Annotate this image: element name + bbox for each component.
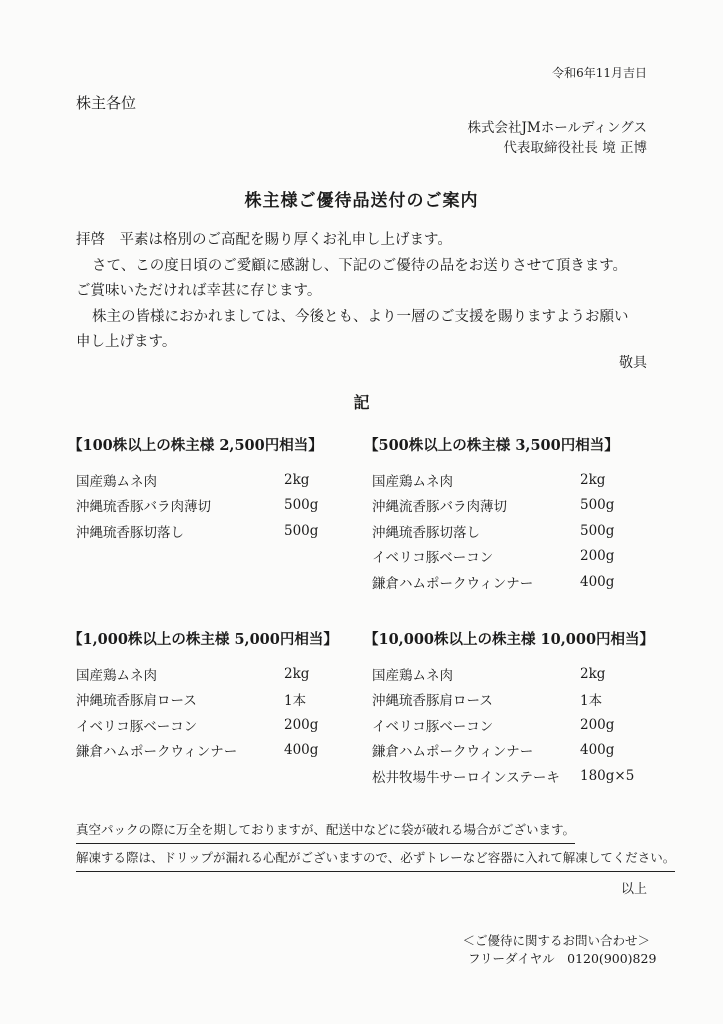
- tier-heading: 【500株以上の株主様 3,500円相当】: [364, 437, 619, 454]
- contact-heading: ＜ご優待に関するお問い合わせ＞: [462, 933, 650, 948]
- item-qty: 400g: [580, 573, 615, 590]
- tier-item: [68, 738, 338, 764]
- item-name: 沖縄琉香豚切落し: [372, 524, 480, 541]
- item-qty: 2kg: [284, 471, 310, 488]
- item-name: 沖縄琉香豚肩ロース: [372, 693, 493, 710]
- tier-item: [68, 493, 323, 519]
- item-name: 沖縄琉香豚バラ肉薄切: [76, 499, 211, 516]
- tier-item: [364, 493, 619, 519]
- body-line: 申し上げます。: [76, 334, 177, 350]
- tier-item: [364, 763, 654, 789]
- item-qty: 2kg: [284, 665, 310, 682]
- item-qty: 500g: [284, 522, 319, 539]
- sender-person: 代表取締役社長 境 正博: [503, 140, 647, 156]
- note-line: 解凍する際は、ドリップが漏れる心配がございますので、必ずトレーなど容器に入れて解凍してください。: [76, 846, 675, 872]
- tier-item: [364, 569, 619, 595]
- item-name: イベリコ豚ベーコン: [372, 550, 494, 567]
- item-qty: 500g: [580, 522, 615, 539]
- tier-heading: 【1,000株以上の株主様 5,000円相当】: [68, 631, 338, 648]
- tier-item: [68, 518, 323, 544]
- addressee: 株主各位: [76, 94, 137, 112]
- contact-block: [456, 932, 656, 968]
- body-line: 拝啓 平素は格別のご高配を賜り厚くお礼申し上げます。: [76, 232, 452, 248]
- tier-item: [364, 518, 619, 544]
- contact-phone: フリーダイヤル 0120(900)829: [468, 951, 657, 966]
- item-name: 鎌倉ハムポークウィンナー: [76, 744, 238, 761]
- item-qty: 2kg: [580, 471, 606, 488]
- item-name: 鎌倉ハムポークウィンナー: [372, 744, 534, 761]
- item-qty: 400g: [284, 742, 319, 759]
- tier-item: [68, 712, 338, 738]
- tier-item: [364, 661, 654, 687]
- body-text: [76, 228, 652, 356]
- sender-company: 株式会社JMホールディングス: [467, 120, 647, 136]
- tier-item: [68, 661, 338, 687]
- item-qty: 500g: [580, 497, 615, 514]
- body-line: ご賞味いただければ幸甚に存じます。: [76, 283, 322, 299]
- item-name: イベリコ豚ベーコン: [372, 718, 494, 735]
- tier-item: [364, 738, 654, 764]
- item-name: 沖縄琉香豚肩ロース: [76, 693, 197, 710]
- item-qty: 200g: [580, 548, 615, 565]
- tier-heading: 【100株以上の株主様 2,500円相当】: [68, 437, 323, 454]
- tier-1000: [68, 628, 338, 763]
- document-date: 令和6年11月吉日: [552, 66, 647, 80]
- item-qty: 1本: [284, 693, 307, 710]
- item-name: 国産鶏ムネ肉: [372, 473, 453, 490]
- tier-item: [364, 544, 619, 570]
- ki-heading: 記: [353, 393, 370, 412]
- tier-10000: [364, 628, 654, 789]
- sender-block: [468, 118, 647, 158]
- item-name: 鎌倉ハムポークウィンナー: [372, 575, 534, 592]
- tier-100: [68, 434, 323, 544]
- tier-heading: 【10,000株以上の株主様 10,000円相当】: [364, 631, 655, 648]
- item-name: イベリコ豚ベーコン: [76, 718, 198, 735]
- item-qty: 1本: [580, 693, 603, 710]
- body-line: さて、この度日頃のご愛顧に感謝し、下記のご優待の品をお送りさせて頂きます。: [92, 257, 628, 274]
- item-qty: 2kg: [580, 665, 606, 682]
- closing-ijo: 以上: [620, 882, 647, 897]
- document-title: 株主様ご優待品送付のご案内: [244, 191, 479, 211]
- notes: [76, 818, 675, 874]
- body-line: 株主の皆様におかれましては、今後とも、より一層のご支援を賜りますようお願い: [92, 308, 629, 325]
- item-qty: 500g: [284, 497, 319, 514]
- tier-item: [364, 467, 619, 493]
- tier-item: [364, 687, 654, 713]
- item-name: 国産鶏ムネ肉: [76, 473, 157, 490]
- tier-item: [68, 687, 338, 713]
- item-qty: 180g×5: [580, 767, 635, 784]
- item-name: 松井牧場牛サーロインステーキ: [372, 769, 560, 786]
- tier-500: [364, 434, 619, 595]
- item-qty: 200g: [284, 716, 319, 733]
- item-qty: 400g: [580, 742, 615, 759]
- tier-item: [364, 712, 654, 738]
- item-qty: 200g: [580, 716, 615, 733]
- tier-item: [68, 467, 323, 493]
- item-name: 国産鶏ムネ肉: [372, 667, 453, 684]
- item-name: 沖縄流香豚バラ肉薄切: [372, 499, 507, 516]
- closing-keigu: 敬具: [619, 355, 647, 371]
- item-name: 沖縄琉香豚切落し: [76, 524, 184, 541]
- note-line: 真空パックの際に万全を期しておりますが、配送中などに袋が破れる場合がございます。: [76, 818, 575, 844]
- item-name: 国産鶏ムネ肉: [76, 667, 157, 684]
